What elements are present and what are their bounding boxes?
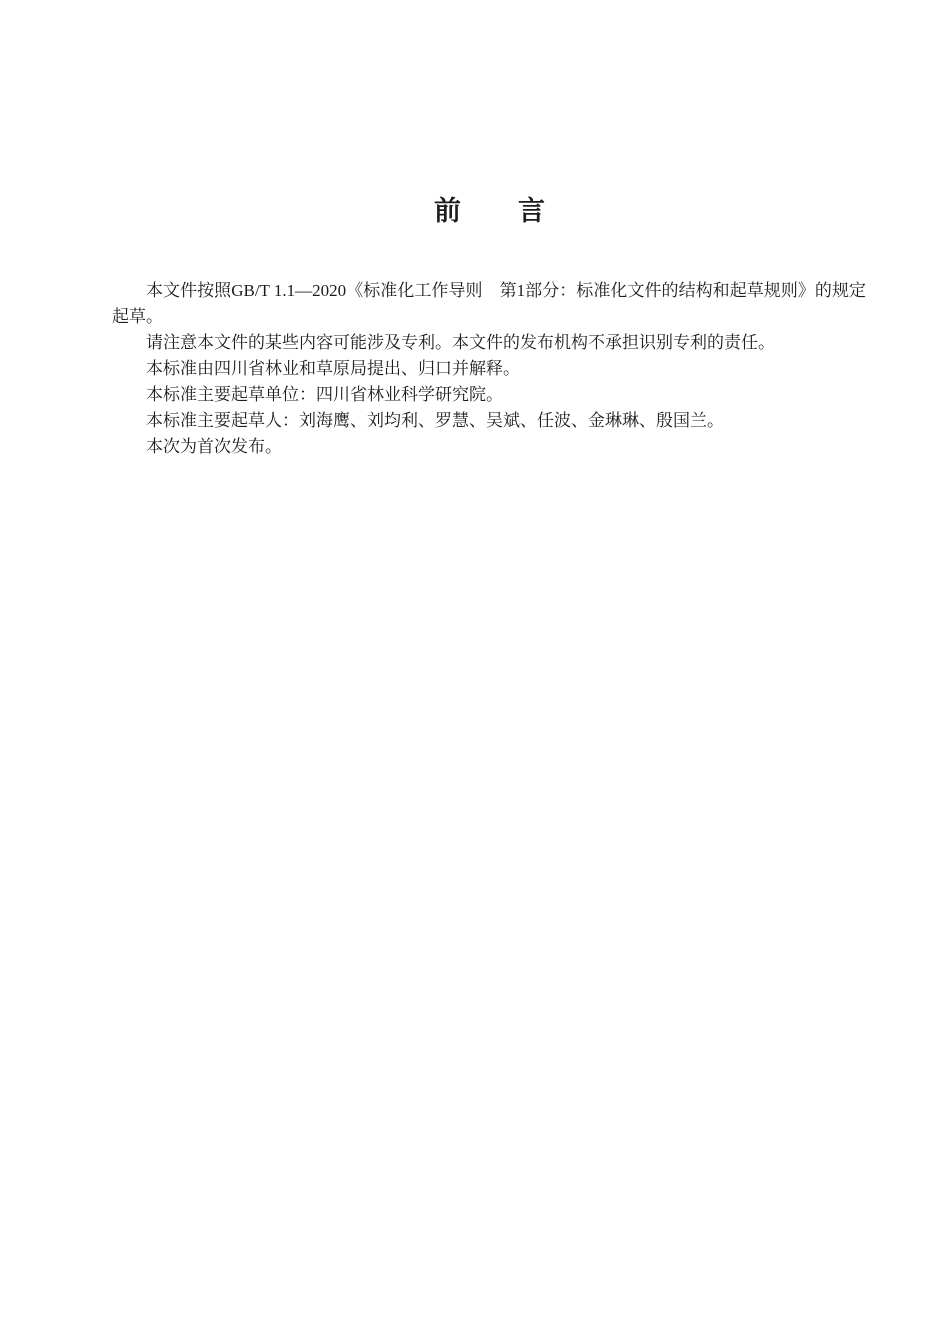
paragraph-drafters: 本标准主要起草人：刘海鹰、刘均利、罗慧、吴斌、任波、金琳琳、殷国兰。	[146, 411, 724, 430]
page-title: 前 言	[434, 196, 546, 226]
paragraph-patent-notice: 请注意本文件的某些内容可能涉及专利。本文件的发布机构不承担识别专利的责任。	[146, 333, 775, 352]
paragraph-proposing-body: 本标准由四川省林业和草原局提出、归口并解释。	[146, 359, 520, 378]
foreword-body	[112, 278, 866, 460]
paragraph-drafting-rules: 本文件按照GB/T 1.1—2020《标准化工作导则 第1部分：标准化文件的结构和起草规则》的规定起草。	[112, 281, 866, 326]
paragraph-drafting-organization: 本标准主要起草单位：四川省林业科学研究院。	[146, 385, 503, 404]
paragraph-first-release: 本次为首次发布。	[146, 437, 282, 456]
